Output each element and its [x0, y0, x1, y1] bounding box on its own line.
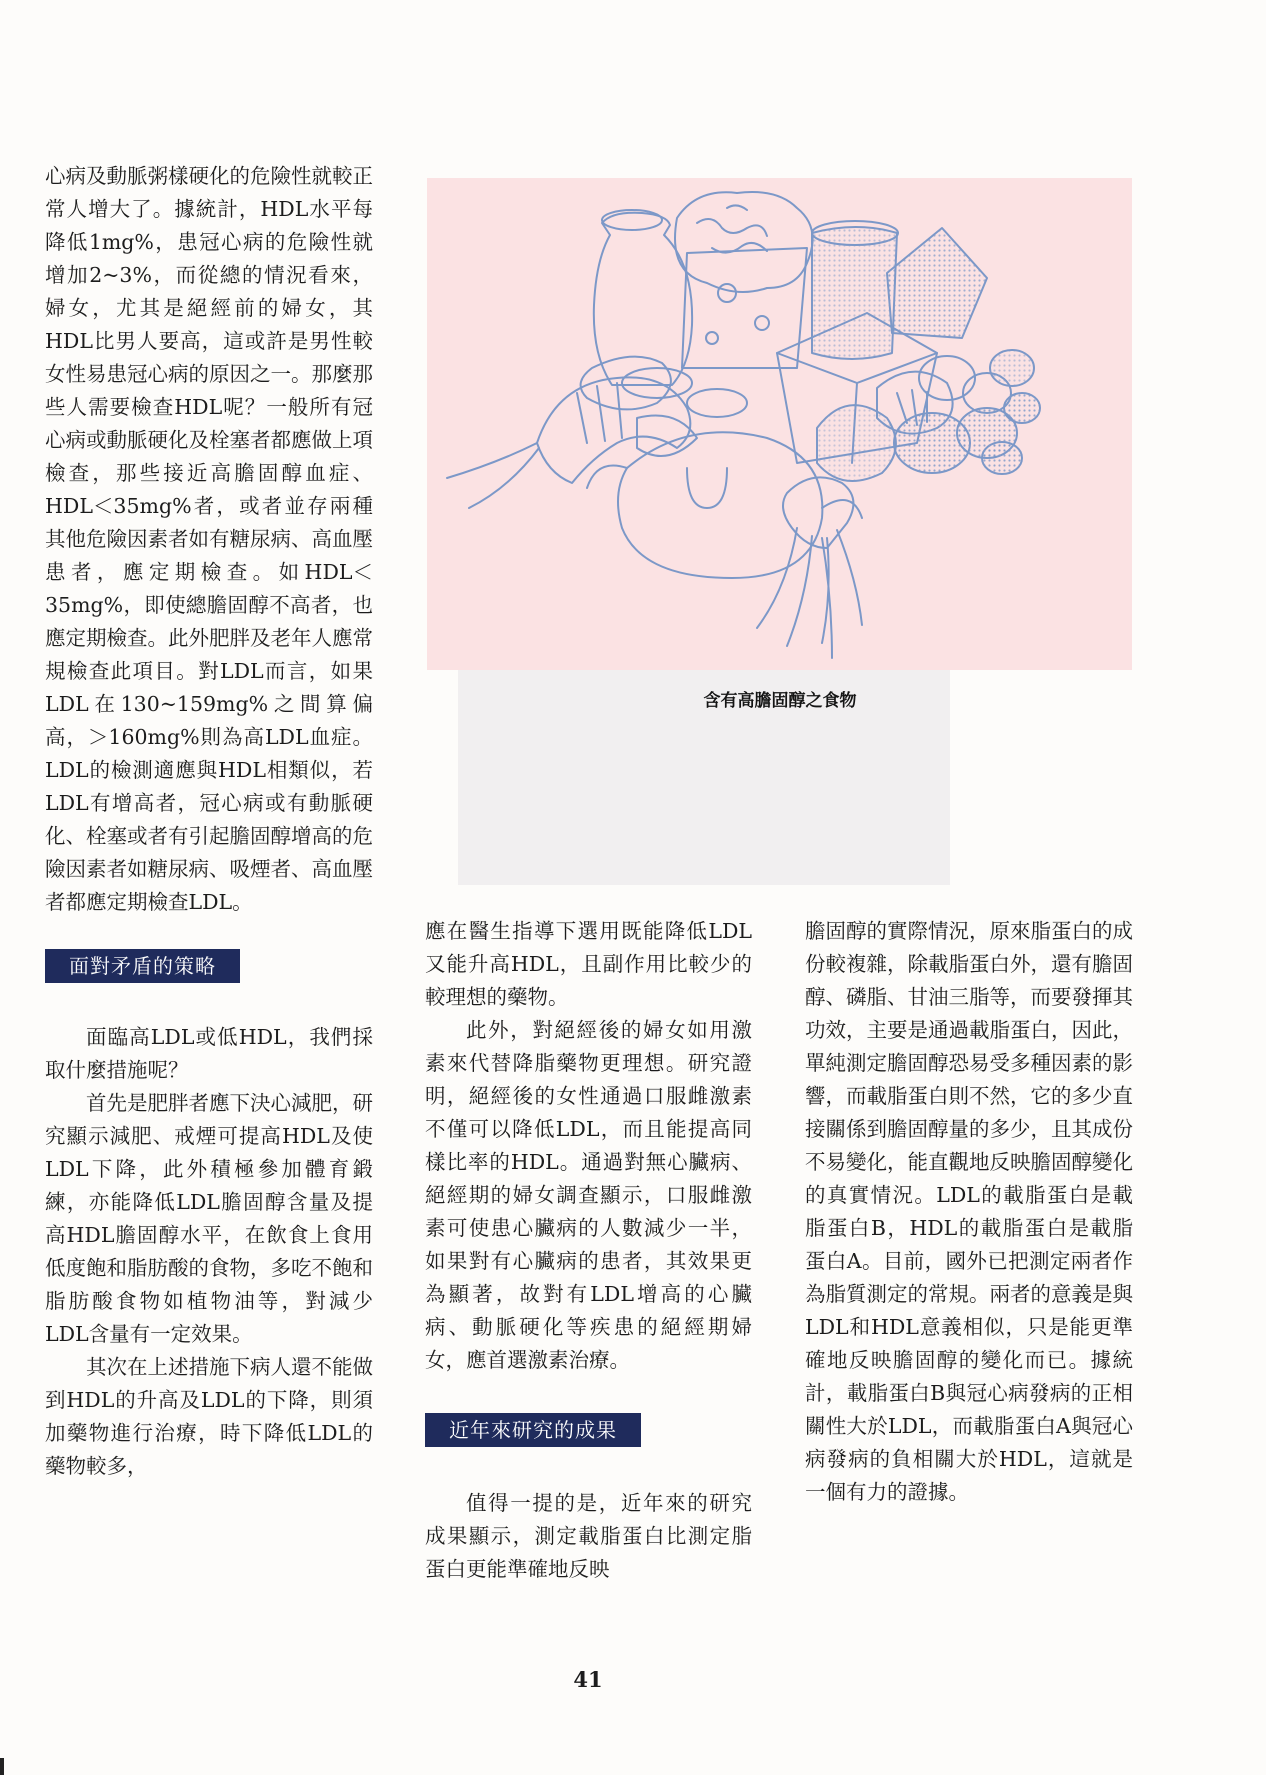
cheese-hole — [755, 316, 769, 330]
middle-column — [425, 915, 752, 1586]
shell-shape — [817, 405, 896, 481]
food-illustration-drawing — [427, 178, 1132, 670]
paragraph: 此外，對絕經後的婦女如用激素來代替降脂藥物更理想。研究證明，絕經後的女性通過口服雌激素不僅可以降低LDL，而且能提高同樣比率的HDL。通過對無心臟病、絕經期的婦女調查顯示，口服雌激素可使患心臟病的人數減少一半，如果對有心臟病的患者，其效果更為顯著，故對有LDL增高的心臟病、動脈硬化等疾患的絕經期婦女，應首選激素治療。 — [425, 1018, 752, 1372]
section-heading-wrap — [425, 1413, 752, 1447]
can-shape — [812, 227, 897, 359]
cheese-hole — [718, 284, 736, 302]
oyster-shape — [687, 389, 747, 417]
section-heading-wrap — [45, 949, 373, 983]
food-illustration — [427, 178, 1132, 670]
right-column — [805, 915, 1133, 1509]
paragraph: 面臨高LDL或低HDL，我們採取什麼措施呢？ — [45, 1025, 373, 1082]
egg-shape — [919, 356, 975, 400]
butter-shape — [887, 228, 987, 338]
paragraph: 首先是肥胖者應下決心減肥，研究顯示減肥、戒煙可提高HDL及使LDL下降，此外積極參加體育鍛練，亦能降低LDL膽固醇含量及提高HDL膽固醇水平，在飲食上食用低度飽和脂肪酸的食物，多吃不飽和脂肪酸食物如植物油等，對減少LDL含量有一定效果。 — [45, 1091, 373, 1346]
left-column — [45, 160, 373, 1483]
page-number: 41 — [573, 1667, 603, 1692]
paragraph: 應在醫生指導下選用既能降低LDL又能升高HDL，且副作用比較少的較理想的藥物。 — [425, 919, 752, 1009]
paragraph: 其次在上述措施下病人還不能做到HDL的升高及LDL的下降，則須加藥物進行治療，時下降低LDL的藥物較多， — [45, 1355, 373, 1478]
berry-shape — [1004, 393, 1040, 423]
paragraph: 膽固醇的實際情況，原來脂蛋白的成份較複雜，除載脂蛋白外，還有膽固醇、磷脂、甘油三脂等，而要發揮其功效，主要是通過載脂蛋白，因此，單純測定膽固醇恐易受多種因素的影響，而載脂蛋白則不然，它的多少直接關係到膽固醇量的多少，且其成份不易變化，能直觀地反映膽固醇變化的真實情況。LDL的載脂蛋白是載脂蛋白B，HDL的載脂蛋白是載脂蛋白A。目前，國外已把測定兩者作為脂質測定的常規。兩者的意義是與LDL和HDL意義相似，只是能更準確地反映膽固醇的變化而已。據統計，載脂蛋白B與冠心病發病的正相關性大於LDL，而載脂蛋白A與冠心病發病的負相關大於HDL，這就是一個有力的證據。 — [805, 919, 1133, 1504]
scan-edge-mark — [0, 1758, 4, 1775]
paragraph: 心病及動脈粥樣硬化的危險性就較正常人增大了。據統計，HDL水平每降低1mg%，患冠心病的危險性就增加2~3%，而從總的情況看來，婦女，尤其是絕經前的婦女，其HDL比男人要高，這或許是男性較女性易患冠心病的原因之一。那麼那些人需要檢查HDL呢？一般所有冠心病或動脈硬化及栓塞者都應做上項檢查，那些接近高膽固醇血症、HDL＜35mg%者，或者並存兩種其他危險因素者如有糖尿病、高血壓患者，應定期檢查。如HDL＜35mg%，即使總膽固醇不高者，也應定期檢查。此外肥胖及老年人應常規檢查此項目。對LDL而言，如果LDL在130~159mg%之間算偏高，＞160mg%則為高LDL血症。LDL的檢測適應與HDL相類似，若LDL有增高者，冠心病或有動脈硬化、栓塞或者有引起膽固醇增高的危險因素者如糖尿病、吸煙者、高血壓者都應定期檢查LDL。 — [45, 164, 373, 914]
jar-shape — [594, 213, 692, 385]
squid-shape — [783, 477, 853, 548]
cheese-hole — [706, 332, 718, 344]
section-heading-strategy: 面對矛盾的策略 — [45, 949, 240, 983]
berry-shape — [982, 442, 1022, 474]
cheese-shape — [682, 248, 807, 368]
paragraph: 值得一提的是，近年來的研究成果顯示，測定載脂蛋白比測定脂蛋白更能準確地反映 — [425, 1491, 752, 1581]
egg-shape — [990, 350, 1034, 386]
section-heading-research: 近年來研究的成果 — [425, 1413, 641, 1447]
figure-caption: 含有高膽固醇之食物 — [703, 691, 857, 711]
